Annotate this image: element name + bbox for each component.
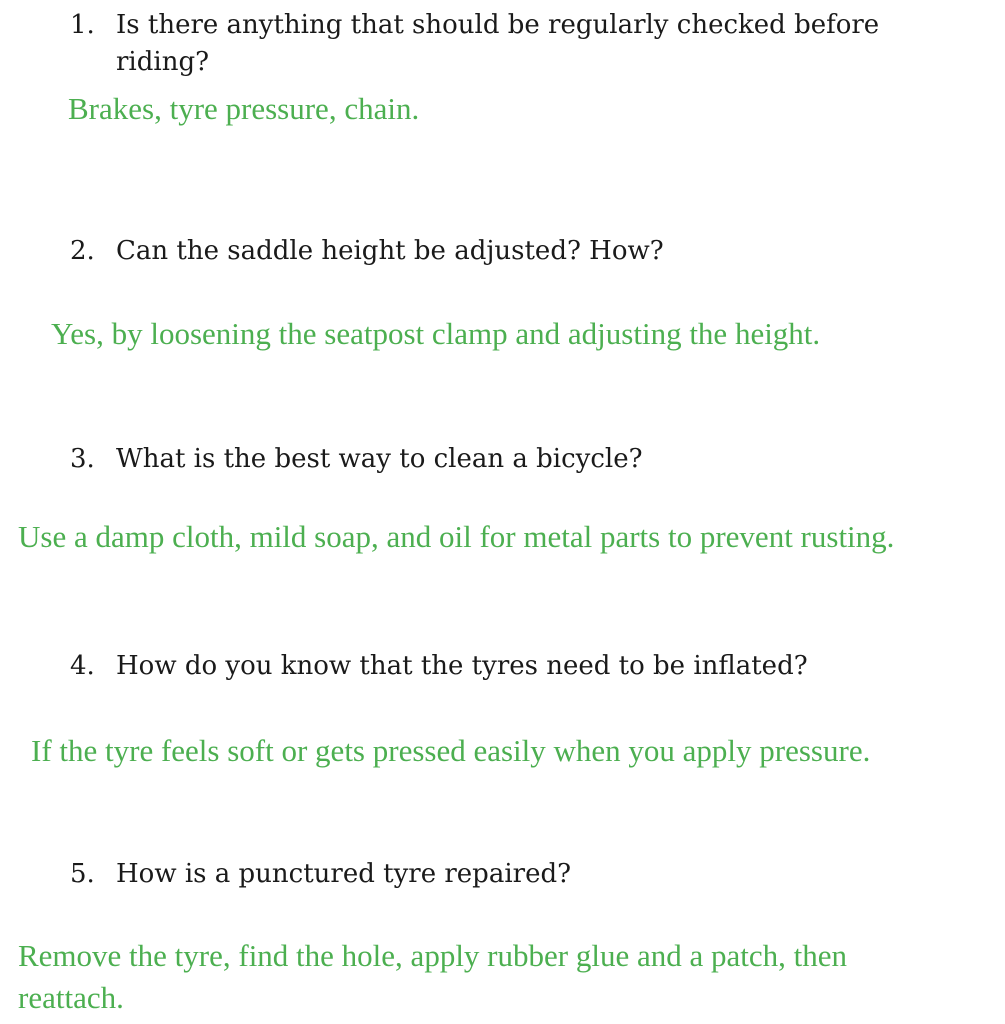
answer-4: If the tyre feels soft or gets pressed easily when you apply pressure. [31,733,871,768]
question-text: Is there anything that should be regularly checked before riding? [116,10,880,77]
answer-5: Remove the tyre, find the hole, apply rubber glue and a patch, then reattach. [18,938,847,1015]
question-3 [70,441,930,478]
question-number: 4. [70,651,95,681]
answer-1: Brakes, tyre pressure, chain. [68,91,420,126]
question-5 [70,856,930,893]
question-number: 2. [70,236,95,266]
answer-2: Yes, by loosening the seatpost clamp and adjusting the height. [51,316,821,351]
question-text: What is the best way to clean a bicycle? [116,444,643,474]
question-text: How is a punctured tyre repaired? [116,859,572,889]
question-number: 1. [70,10,95,40]
question-1 [70,7,930,81]
question-2 [70,233,930,270]
answer-3: Use a damp cloth, mild soap, and oil for metal parts to prevent rusting. [18,519,895,554]
question-4 [70,648,930,685]
question-text: How do you know that the tyres need to be inflated? [116,651,808,681]
question-number: 3. [70,444,95,474]
question-number: 5. [70,859,95,889]
question-text: Can the saddle height be adjusted? How? [116,236,664,266]
